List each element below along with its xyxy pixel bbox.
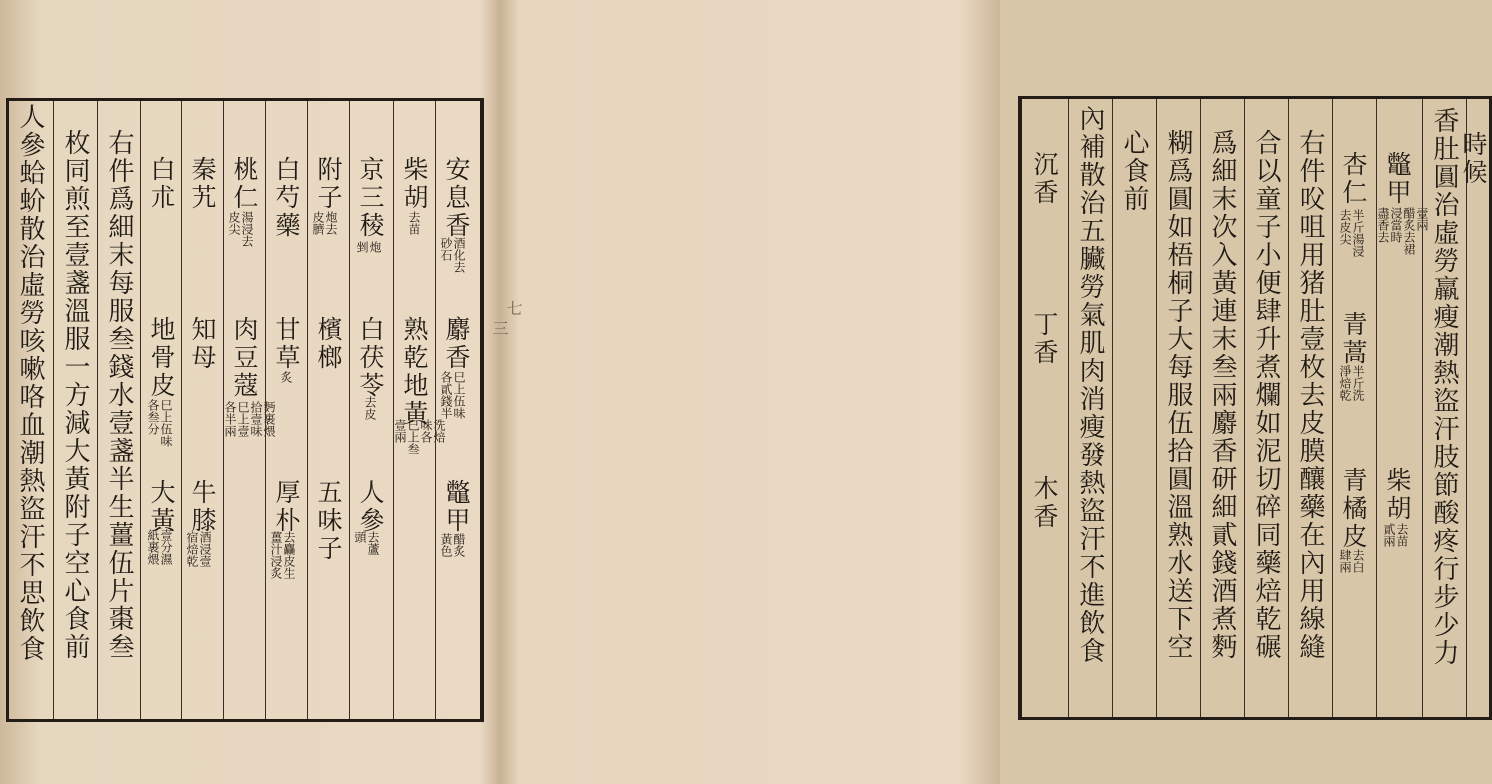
column-text: 心食前 xyxy=(1119,129,1149,213)
left-column-7 xyxy=(265,101,307,719)
fore-edge-mark: 三 xyxy=(490,320,509,336)
right-column-6 xyxy=(1244,99,1288,717)
herb-note: 半斤湯浸 去皮尖 xyxy=(1338,209,1365,257)
herb-name: 熟乾地黃 xyxy=(400,316,429,428)
left-column-4 xyxy=(140,101,181,719)
herb-name: 檳榔 xyxy=(314,316,343,372)
herb-name: 安息香 xyxy=(442,156,471,240)
herb-note: 洗焙 味各 巳上叁 壹兩 xyxy=(393,419,446,455)
herb-note: 炙 xyxy=(279,371,293,383)
herb-name: 京三稜 xyxy=(356,156,385,240)
herb-name: 人參 xyxy=(356,479,385,535)
right-column-5 xyxy=(1288,99,1332,717)
herb-note: 酒化去 砂石 xyxy=(439,237,466,273)
herb-name: 五味子 xyxy=(314,479,343,563)
herb-name: 知母 xyxy=(188,316,217,372)
right-column-4 xyxy=(1332,99,1376,717)
herb-name: 牛膝 xyxy=(188,479,217,535)
herb-name: 麝香 xyxy=(442,316,471,372)
herb-name: 附子 xyxy=(314,156,343,212)
herb-name: 青橘皮 xyxy=(1339,467,1368,551)
herb-note: 去苗 xyxy=(407,211,421,235)
herb-note: 酒浸壹 宿焙乾 xyxy=(185,531,212,567)
left-column-2 xyxy=(53,101,97,719)
left-column-10 xyxy=(393,101,446,719)
right-column-7 xyxy=(1200,99,1244,717)
herb-name: 地骨皮 xyxy=(147,316,176,400)
herb-name: 秦艽 xyxy=(188,156,217,212)
column-text: 人參蛤蚧散治虛勞咳嗽咯血潮熱盜汗不思飲食 xyxy=(15,103,45,663)
left-text-frame xyxy=(6,98,484,722)
herb-name: 白朮 xyxy=(147,156,176,212)
left-column-3 xyxy=(97,101,140,719)
herb-note: 湯浸去 皮尖 xyxy=(227,211,254,247)
column-text: 合以童子小便肆升煮爛如泥切碎同藥焙乾碾 xyxy=(1251,129,1281,661)
herb-name: 白茯苓 xyxy=(356,316,385,400)
herb-name: 木香 xyxy=(1030,475,1059,531)
herb-note: 炮 剉 xyxy=(355,241,382,253)
right-column-11 xyxy=(1022,99,1068,717)
right-text-frame xyxy=(1018,96,1492,720)
column-text: 右件㕮咀用猪肚壹枚去皮膜釀藥在內用線縫 xyxy=(1295,129,1325,661)
left-column-8 xyxy=(307,101,349,719)
left-column-5 xyxy=(181,101,223,719)
column-text: 爲細末次入黃連末叁兩麝香研細貳錢酒煮麪 xyxy=(1207,129,1237,661)
herb-name: 鼈甲 xyxy=(442,479,471,535)
herb-name: 鼈甲 xyxy=(1383,151,1412,207)
column-text: 糊爲圓如梧桐子大每服伍拾圓溫熟水送下空 xyxy=(1163,129,1193,661)
column-text: 內補散治五臟勞氣肌肉消瘦發熱盜汗不進飲食 xyxy=(1075,105,1105,665)
herb-name: 肉豆蔻 xyxy=(230,316,259,400)
herb-note: 去苗 貳兩 xyxy=(1382,523,1409,547)
herb-note: 壹分濕 紙裹煨 xyxy=(146,529,173,565)
herb-note: 去皮 xyxy=(363,396,377,420)
right-column-2 xyxy=(1422,99,1466,717)
right-page xyxy=(500,0,1488,784)
herb-note: 去麤皮生 薑汁浸炙 xyxy=(269,531,296,579)
herb-name: 青蒿 xyxy=(1339,311,1368,367)
herb-name: 柴胡 xyxy=(1383,467,1412,523)
right-column-1 xyxy=(1459,99,1490,717)
herb-name: 丁香 xyxy=(1030,311,1059,367)
herb-note: 壹兩 醋炙去裙 浸當時 盡香去 xyxy=(1376,207,1429,255)
herb-name: 白芍藥 xyxy=(272,156,301,240)
right-column-9 xyxy=(1112,99,1156,717)
herb-name: 桃仁 xyxy=(230,156,259,212)
herb-name: 柴胡 xyxy=(400,156,429,212)
right-column-10 xyxy=(1068,99,1112,717)
left-column-11 xyxy=(435,101,481,719)
column-text: 香肚圓治虛勞羸瘦潮熱盜汗肢節酸疼行步少力 xyxy=(1429,107,1459,667)
herb-name: 大黃 xyxy=(147,479,176,535)
left-column-1 xyxy=(9,101,53,719)
herb-note: 巳上伍味 各貳錢半 xyxy=(439,371,466,419)
right-column-8 xyxy=(1156,99,1200,717)
column-text: 時候 xyxy=(1459,131,1488,187)
herb-note: 麪裹煨 拾壹味 巳上壹 各半兩 xyxy=(223,401,276,437)
herb-note: 巳上伍味 各叁分 xyxy=(146,399,173,447)
left-page xyxy=(0,0,509,784)
herb-name: 杏仁 xyxy=(1339,151,1368,207)
herb-note: 半斤洗 淨焙乾 xyxy=(1338,365,1365,401)
column-text: 枚同煎至壹盞溫服一方減大黃附子空心食前 xyxy=(60,129,90,661)
left-column-6 xyxy=(223,101,276,719)
herb-note: 醋炙 黃色 xyxy=(439,533,466,557)
herb-name: 沉香 xyxy=(1030,151,1059,207)
left-column-9 xyxy=(349,101,393,719)
right-column-3 xyxy=(1376,99,1429,717)
herb-name: 甘草 xyxy=(272,316,301,372)
herb-note: 去白 肆兩 xyxy=(1338,549,1365,573)
herb-note: 去蘆 頭 xyxy=(353,531,380,555)
herb-name: 厚朴 xyxy=(272,479,301,535)
herb-note: 炮去 皮臍 xyxy=(311,211,338,235)
column-text: 右件爲細末每服叁錢水壹盞半生薑伍片棗叁 xyxy=(104,129,134,661)
fore-edge-mark: 七 xyxy=(504,300,523,316)
